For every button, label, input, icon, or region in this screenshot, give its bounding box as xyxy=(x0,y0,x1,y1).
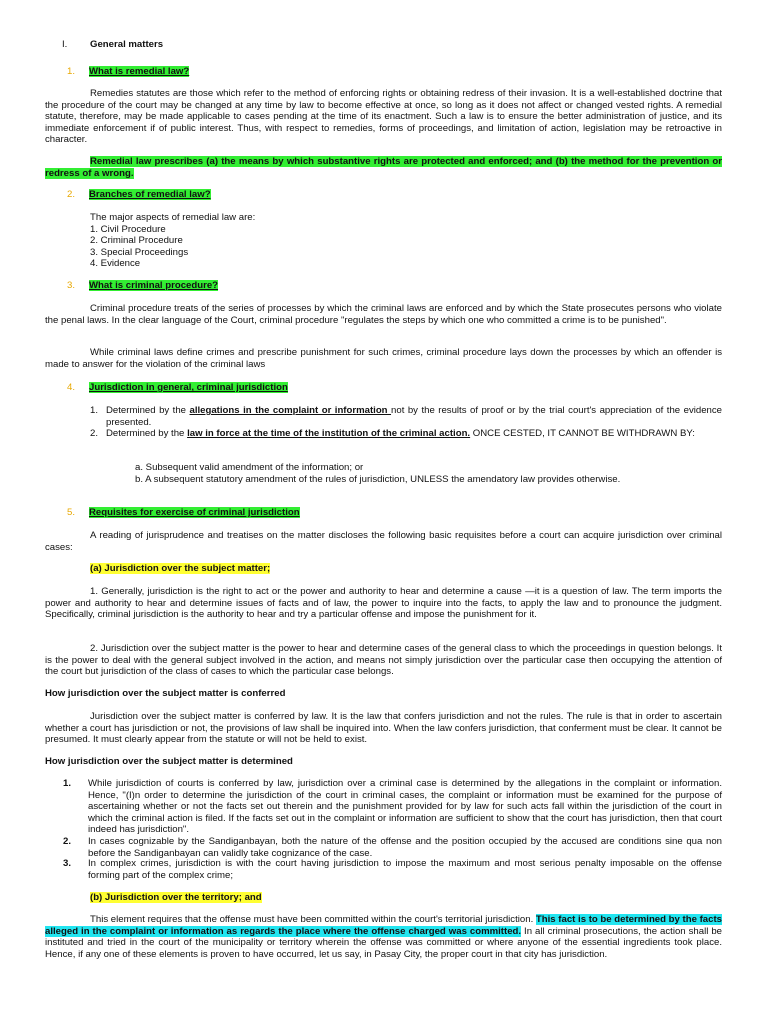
question-heading-2: 2. Branches of remedial law? xyxy=(67,189,211,200)
conferred-heading: How jurisdiction over the subject matter is conferred xyxy=(45,688,286,699)
branches-list: The major aspects of remedial law are: 1. Civil Procedure 2. Criminal Procedure 3. Special Proceedings 4. Evidence xyxy=(90,212,690,270)
question-heading-1: 1. What is remedial law? xyxy=(67,66,190,77)
branch-item: 2. Criminal Procedure xyxy=(90,235,183,247)
section-numeral: I. xyxy=(62,39,68,50)
section-heading xyxy=(62,39,164,51)
determined-item-1: 1. While jurisdiction of courts is conferred by law, jurisdiction over a criminal case is determined by the allegations in the complaint or information. Hence, "(I)n order to determine the jurisdiction of the court in criminal cases, the complaint or information must be examined for the purpose of ascertaining whether or not the facts set out therein and the punishment provided for by law for such acts fall within the jurisdiction of the court in which the criminal action is filed. If the facts set out in the complaint or information are sufficient to show that the court has jurisdiction, then that court indeed has jurisdiction". xyxy=(63,778,722,836)
requisite-a-paragraph-1: 1. Generally, jurisdiction is the right to act or the power and authority to hear and determine a cause —it is a question of law. The term imports the power and authority to hear and determine issues of facts and of law, the power to inquire into the facts, to apply the law and to pronounce the judgment. Specifically, criminal jurisdiction is the authority to hear and try a particular offense and impose the punishment for it. xyxy=(45,586,722,621)
branch-item: 3. Special Proceedings xyxy=(90,246,189,258)
question-title-4: Jurisdiction in general, criminal jurisdiction xyxy=(89,382,288,393)
criminal-procedure-paragraph-2: While criminal laws define crimes and prescribe punishment for such crimes, criminal procedure lays down the processes by which an offender is made to answer for the violation of the criminal laws xyxy=(45,347,722,370)
jurisdiction-sub-items xyxy=(135,462,655,485)
requisite-b-paragraph: This element requires that the offense must have been committed within the court's territorial jurisdiction. This fact is to be determined by the facts alleged in the complaint or information as regards the place where the offense charged was committed. In all criminal prosecutions, the action shall be instituted and tried in the court of the municipality or territory wherein the offense was committed or where anyone of the essential ingredients took place. Hence, if any one of these elements is proven to have occurred, let us say, in Pasay City, the proper court in that city has jurisdiction. xyxy=(45,914,722,960)
remedial-law-paragraph: Remedies statutes are those which refer to the method of enforcing rights or obtaining redress of their invasion. It is a well-established doctrine that the procedure of the court may be changed at any time by law to become effective at once, so long as it does not affect or changed vested rights. A remedial statute, therefore, may be made applicable to cases pending at the time of its enactment. Such a law is to ensure the better administration of justice, and its immediate enforcement if of public interest. Thus, with respect to remedies, forms of proceedings, and limitation of action, legislation may be retroactive in character. xyxy=(45,88,722,146)
branch-item: 1. Civil Procedure xyxy=(90,223,166,235)
sub-item-a: a. Subsequent valid amendment of the information; or xyxy=(135,462,364,473)
question-title-5: Requisites for exercise of criminal jurisdiction xyxy=(89,507,300,518)
sub-item-b: b. A subsequent statutory amendment of the rules of jurisdiction, UNLESS the amendatory law provides otherwise. xyxy=(135,473,621,485)
determined-item-2: 2. In cases cognizable by the Sandiganbayan, both the nature of the offense and the position occupied by the accused are conditions sine qua non before the Sandiganbayan can validly take cognizance of the case. xyxy=(63,836,722,859)
question-title-3: What is criminal procedure? xyxy=(89,280,219,291)
requisite-b-title: (b) Jurisdiction over the territory; and xyxy=(90,892,262,903)
branch-item: 4. Evidence xyxy=(90,258,141,270)
requisites-intro: A reading of jurisprudence and treatises on the matter discloses the following basic requisites before a court can acquire jurisdiction over criminal cases: xyxy=(45,530,722,553)
requisite-a-title: (a) Jurisdiction over the subject matter; xyxy=(90,563,271,574)
question-title-2: Branches of remedial law? xyxy=(89,189,211,200)
conferred-paragraph: Jurisdiction over the subject matter is conferred by law. It is the law that confers jurisdiction and not the rules. The rule is that in order to ascertain whether a court has jurisdiction or not, the provisions of law shall be inquired into. When the law confers jurisdiction, that conferment must be clear. It cannot be presumed. It must clearly appear from the statute or will not be held to exist. xyxy=(45,711,722,746)
determined-item-3: 3. In complex crimes, jurisdiction is with the court having jurisdiction to impose the maximum and most serious penalty imposable on the offense forming part of the complex crime; xyxy=(63,858,722,881)
determined-heading: How jurisdiction over the subject matter is determined xyxy=(45,756,293,767)
question-heading-4: 4. Jurisdiction in general, criminal jurisdiction xyxy=(67,382,288,393)
requisite-a-paragraph-2: 2. Jurisdiction over the subject matter is the power to hear and determine cases of the general class to which the proceedings in question belongs. It is the power to deal with the general subject involved in the action, and means not simply jurisdiction over the particular case then occupying the attention of the court but jurisdiction of the class of cases to which the particular case belongs. xyxy=(45,643,722,678)
territory-highlight: This fact is to be determined by the facts alleged in the complaint or information as regards the place where the offense charged was committed. xyxy=(45,914,722,937)
question-title-1: What is remedial law? xyxy=(89,66,190,77)
question-heading-3: 3. What is criminal procedure? xyxy=(67,280,219,291)
section-title: General matters xyxy=(90,39,164,50)
criminal-procedure-paragraph: Criminal procedure treats of the series of processes by which the criminal laws are enforced and by which the State prosecutes persons who violate the penal laws. In the clear language of the Court, criminal procedure "regulates the steps by which one who committed a crime is to be punished". xyxy=(45,303,722,326)
question-heading-5: 5. Requisites for exercise of criminal jurisdiction xyxy=(67,507,300,518)
remedial-law-definition: Remedial law prescribes (a) the means by which substantive rights are protected and enforced; and (b) the method for the prevention or redress of a wrong. xyxy=(45,156,722,179)
jurisdiction-item-1: 1. Determined by the allegations in the complaint or information not by the results of proof or by the trial court's appreciation of the evidence presented. xyxy=(90,405,723,428)
jurisdiction-item-2: 2. Determined by the law in force at the time of the institution of the criminal action. ONCE CESTED, IT CANNOT BE WITHDRAWN BY: xyxy=(90,428,695,439)
